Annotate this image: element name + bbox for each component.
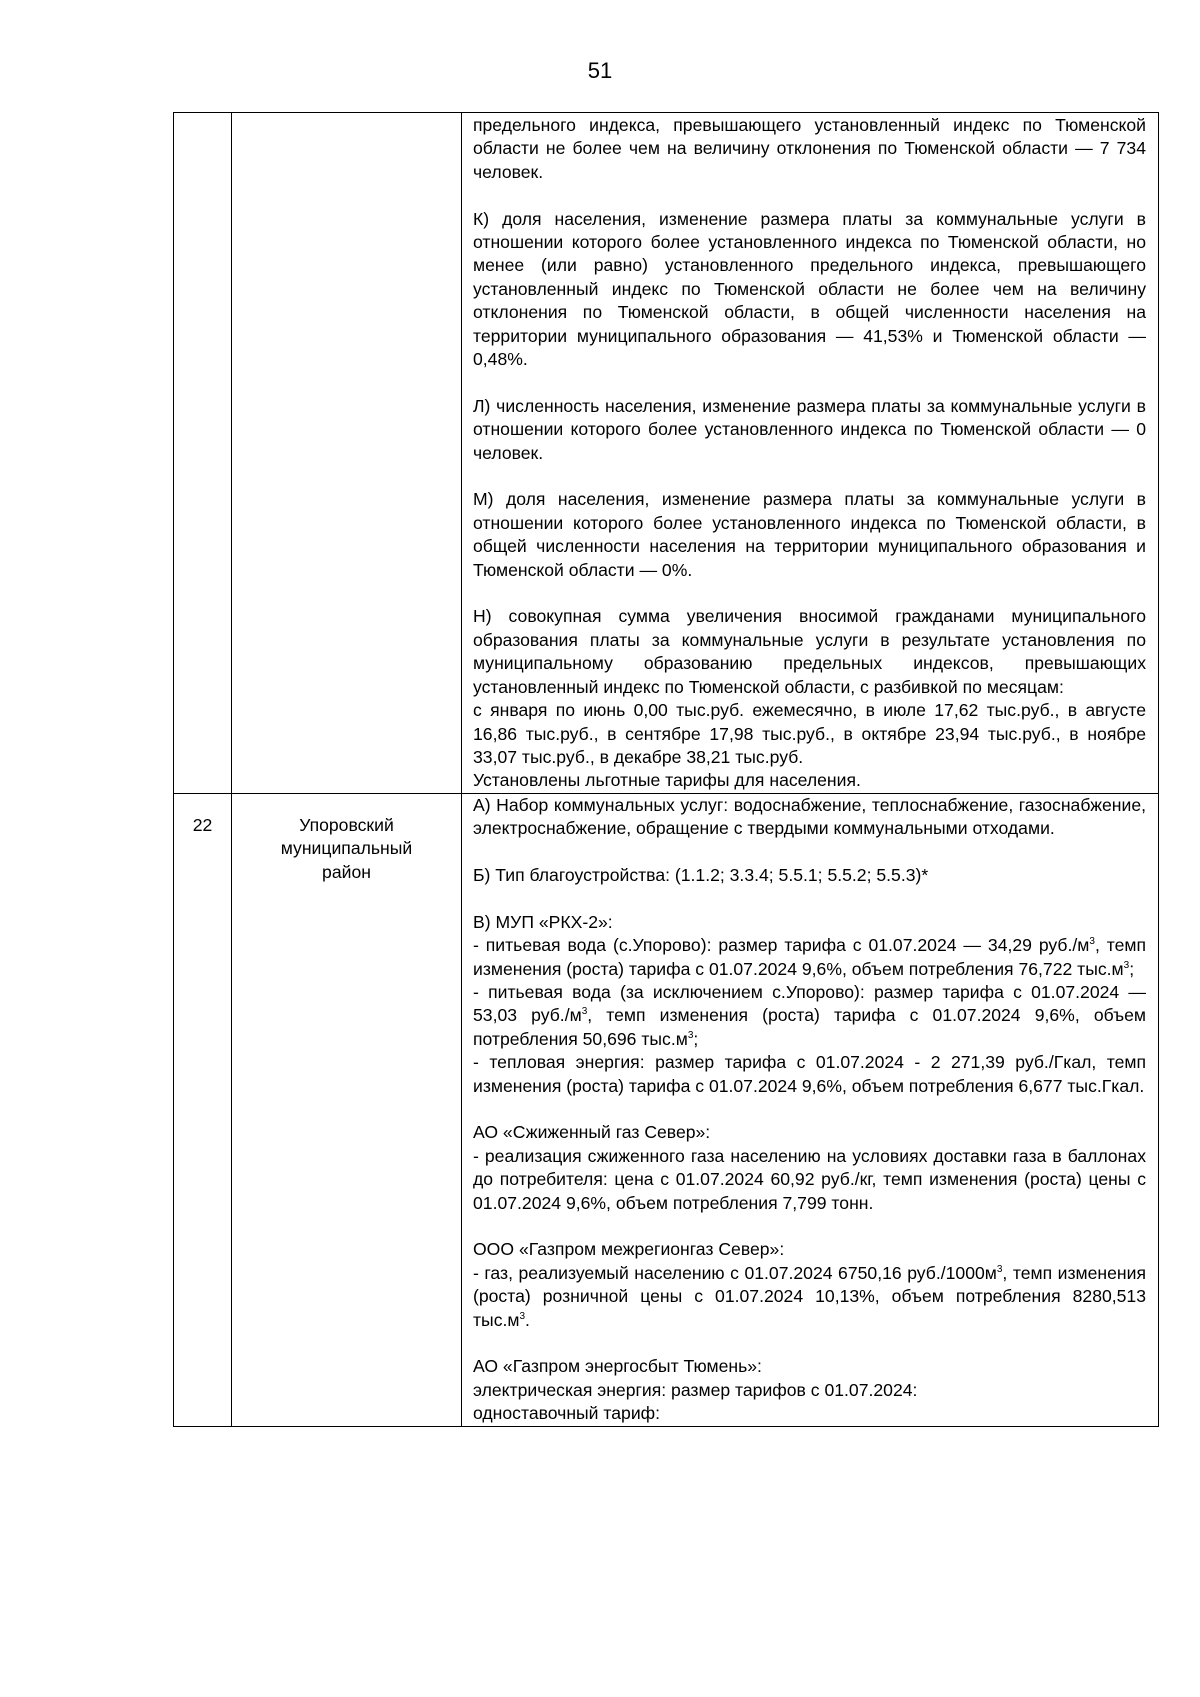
table-row	[174, 113, 1159, 794]
description-paragraph: АО «Газпром энергосбыт Тюмень»:	[473, 1356, 762, 1377]
description-paragraph: К) доля населения, изменение размера платы за коммунальные услуги в отношении которого более установленного индекса по Тюменской области, но менее (или равно) установленного предельного индекса, превышающего установленный индекс по Тюменской области не более чем на величину отклонения по Тюменской области, в общей численности населения на территории муниципального образования — 41,53% и Тюменской области — 0,48%.	[473, 208, 1146, 370]
description-paragraph: - тепловая энергия: размер тарифа с 01.07.2024 - 2 271,39 руб./Гкал, темп изменения (роста) тарифа с 01.07.2024 9,6%, объем потребления 6,677 тыс.Гкал.	[473, 1052, 1146, 1096]
paragraph-gap	[473, 371, 1146, 394]
description-paragraph: Б) Тип благоустройства: (1.1.2; 3.3.4; 5.5.1; 5.5.2; 5.5.3)*	[473, 864, 929, 885]
description-paragraph: Л) численность населения, изменение размера платы за коммунальные услуги в отношении которого более установленного индекса по Тюменской области — 0 человек.	[473, 395, 1146, 463]
row-number: 22	[192, 814, 213, 835]
description-paragraph: предельного индекса, превышающего установленный индекс по Тюменской области не более чем на величину отклонения по Тюменской области — 7 734 человек.	[473, 115, 1146, 182]
superscript-three: 3	[581, 1006, 588, 1018]
row-number-cell	[174, 113, 232, 794]
paragraph-gap	[473, 1332, 1146, 1355]
municipality-name-cell	[232, 793, 462, 1426]
description-paragraph: А) Набор коммунальных услуг: водоснабжение, теплоснабжение, газоснабжение, электроснабжение, обращение с твердыми коммунальными отходами.	[473, 794, 1146, 839]
page-number: 51	[587, 58, 613, 83]
municipality-name-line: муниципальный	[280, 838, 413, 859]
municipality-name-line: Упоровский	[299, 814, 394, 835]
paragraph-gap	[473, 582, 1146, 605]
paragraph-gap	[473, 887, 1146, 910]
superscript-three: 3	[1123, 959, 1130, 971]
description-paragraph: ООО «Газпром межрегионгаз Север»:	[473, 1239, 785, 1260]
description-paragraph: - реализация сжиженного газа населению на условиях доставки газа в баллонах до потребителя: цена с 01.07.2024 60,92 руб./кг, темп изменения (роста) цены с 01.07.2024 9,6%, объем потребления 7,799 тонн.	[473, 1145, 1146, 1213]
paragraph-gap	[473, 1215, 1146, 1238]
description-paragraph: В) МУП «РКХ-2»:	[473, 911, 613, 932]
row-number-cell	[174, 793, 232, 1426]
description-paragraph: электрическая энергия: размер тарифов с 01.07.2024:	[473, 1379, 918, 1400]
description-paragraph: - питьевая вода (с.Упорово): размер тарифа с 01.07.2024 — 34,29 $руб./м^3$, темп изменения (роста) тарифа с 01.07.2024 9,6%, объем потребления 76,722 $тыс.м^3$;	[473, 935, 1147, 979]
superscript-three: 3	[519, 1310, 526, 1322]
description-paragraph: Н) совокупная сумма увеличения вносимой гражданами муниципального образования платы за коммунальные услуги в результате установления по муниципальному образованию предельных индексов, превышающих установленный индекс по Тюменской области, с разбивкой по месяцам:	[473, 606, 1146, 697]
paragraph-gap	[473, 465, 1146, 488]
description-cell	[462, 793, 1159, 1426]
tariff-table	[173, 112, 1159, 1427]
description-paragraph: Установлены льготные тарифы для населения.	[473, 770, 861, 791]
description-cell	[462, 113, 1159, 794]
description-paragraph: - питьевая вода (за исключением с.Упорово): размер тарифа с 01.07.2024 — 53,03 $руб./м^3$, темп изменения (роста) тарифа с 01.07.2024 9,6%, объем потребления 50,696 $тыс.м^3$;	[473, 981, 1146, 1049]
municipality-name-line: район	[322, 861, 371, 882]
paragraph-gap	[473, 841, 1146, 864]
paragraph-gap	[473, 184, 1146, 207]
paragraph-gap	[473, 1098, 1146, 1121]
superscript-three: 3	[996, 1263, 1003, 1275]
superscript-three: 3	[1089, 936, 1095, 948]
table-row	[174, 793, 1159, 1426]
description-paragraph: - газ, реализуемый населению с 01.07.2024 6750,16 $руб./1000м^3$, темп изменения (роста) розничной цены с 01.07.2024 10,13%, объем потребления 8280,513 $тыс.м^3$.	[473, 1262, 1146, 1330]
municipality-name-cell	[232, 113, 462, 794]
description-paragraph: М) доля населения, изменение размера платы за коммунальные услуги в отношении которого более установленного индекса по Тюменской области, в общей численности населения на территории муниципального образования и Тюменской области — 0%.	[473, 489, 1146, 580]
description-paragraph: одноставочный тариф:	[473, 1403, 661, 1424]
superscript-three: 3	[687, 1029, 694, 1041]
description-paragraph: АО «Сжиженный газ Север»:	[473, 1122, 711, 1143]
description-paragraph: с января по июнь 0,00 тыс.руб. ежемесячно, в июле 17,62 тыс.руб., в августе 16,86 тыс.руб., в сентябре 17,98 тыс.руб., в октябре 23,94 тыс.руб., в ноябре 33,07 тыс.руб., в декабре 38,21 тыс.руб.	[473, 700, 1146, 767]
